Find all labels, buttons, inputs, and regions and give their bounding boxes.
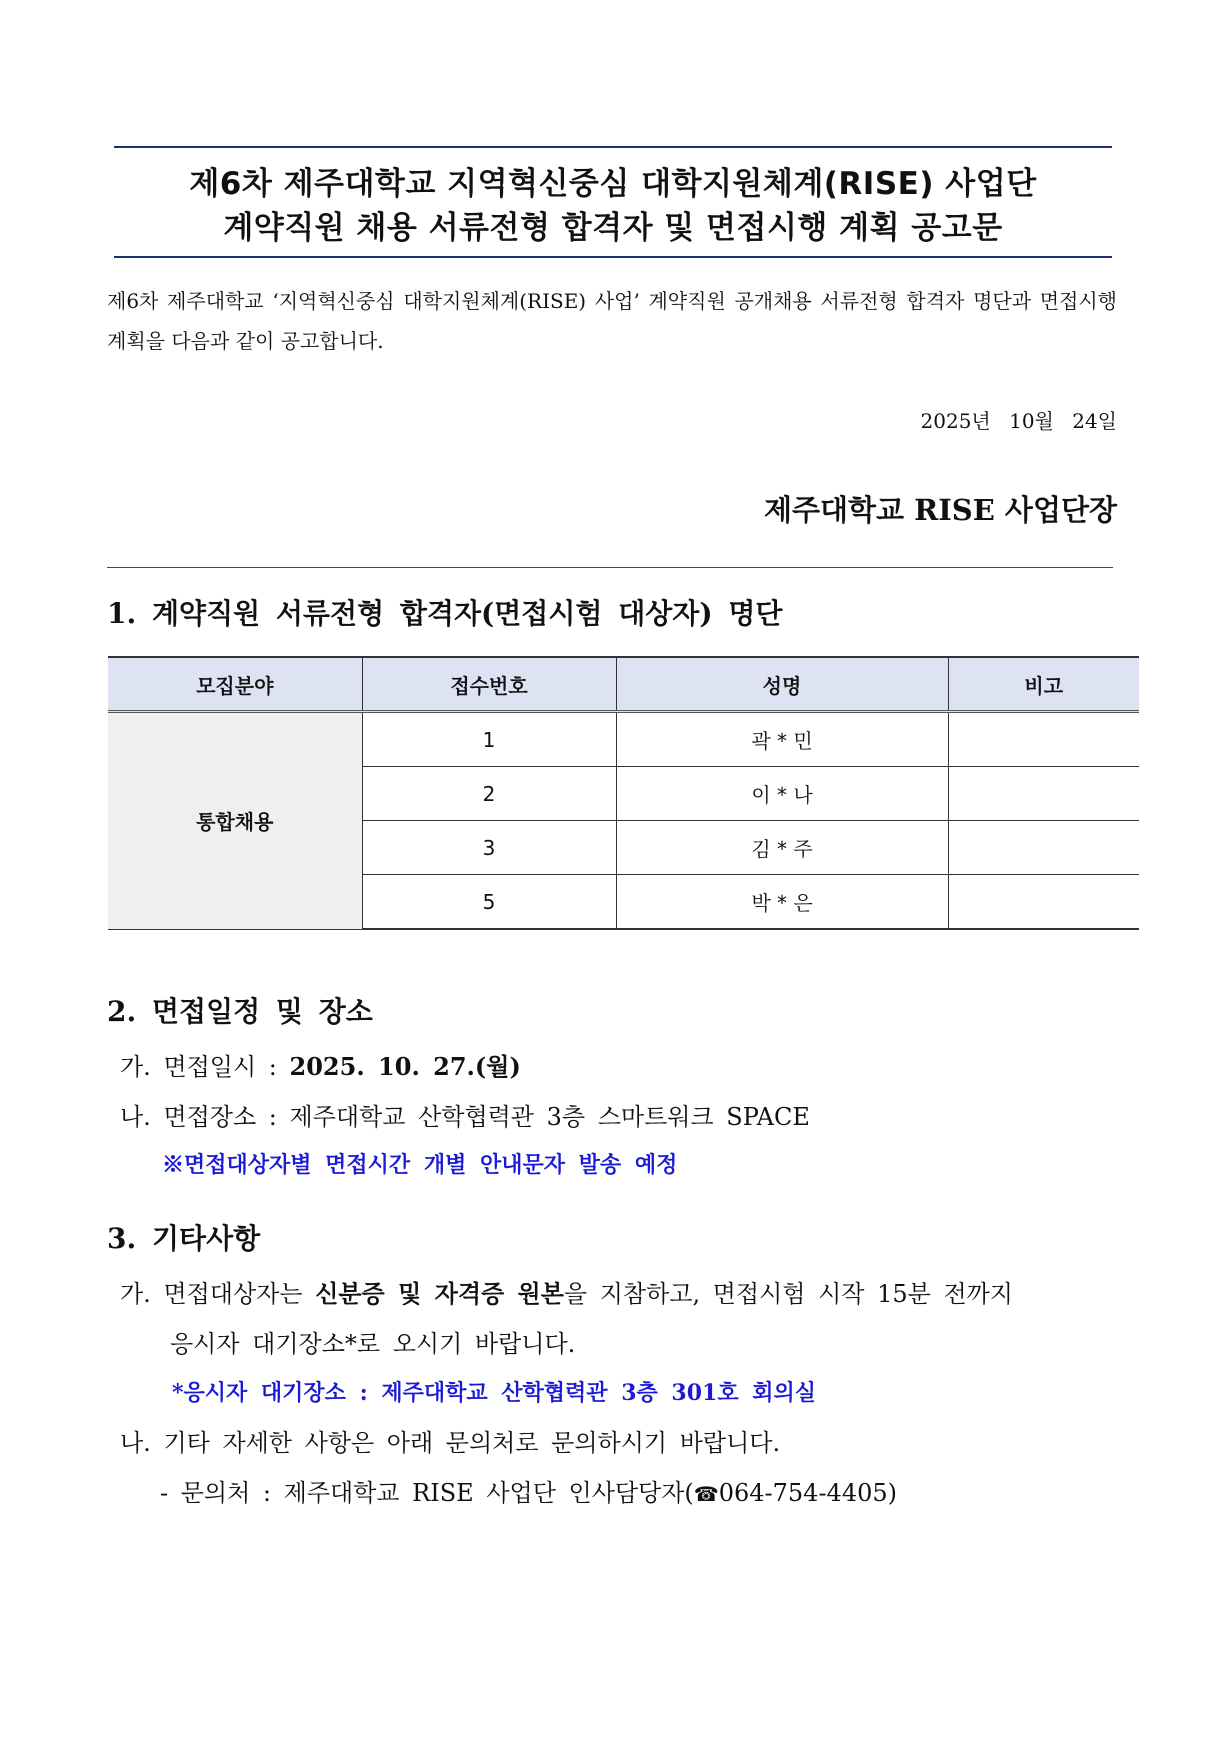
section-2-heading: 2. 면접일정 및 장소: [107, 995, 373, 1028]
name-cell: 김 * 주: [616, 821, 948, 875]
interview-date-line: [120, 1047, 521, 1082]
etc-item-ga-bold: 신분증 및 자격증 원본: [315, 1279, 564, 1308]
remarks-cell: [948, 821, 1139, 875]
remarks-cell: [948, 712, 1139, 767]
table-row: [108, 712, 1139, 767]
remarks-cell: [948, 767, 1139, 821]
phone-icon: ☎: [693, 1482, 719, 1506]
header-name: 성명: [616, 657, 948, 712]
title-line-1: 제6차 제주대학교 지역혁신중심 대학지원체계(RISE) 사업단: [189, 166, 1037, 202]
title-top-rule: [114, 146, 1112, 148]
interview-date-label: 가. 면접일시 :: [120, 1053, 290, 1081]
etc-item-na-line: 나. 기타 자세한 사항은 아래 문의처로 문의하시기 바랍니다.: [120, 1429, 781, 1457]
waiting-room-note: *응시자 대기장소 : 제주대학교 산학협력관 3층 301호 회의실: [172, 1380, 817, 1406]
interview-date-value: 2025. 10. 27.(월): [289, 1052, 521, 1081]
passer-table: [108, 656, 1139, 930]
interview-time-notice: ※면접대상자별 면접시간 개별 안내문자 발송 예정: [162, 1152, 678, 1178]
name-cell: 곽 * 민: [616, 712, 948, 767]
name-cell: 이 * 나: [616, 767, 948, 821]
notice-date: 2025년 10월 24일: [920, 409, 1117, 433]
etc-item-ga-line1: [120, 1274, 1013, 1309]
receipt-no-cell: 2: [362, 767, 616, 821]
title-line-2: 계약직원 채용 서류전형 합격자 및 면접시행 계획 공고문: [223, 210, 1003, 246]
table-header-row: [108, 657, 1139, 712]
remarks-cell: [948, 875, 1139, 930]
contact-line: [160, 1473, 897, 1508]
signer: 제주대학교 RISE 사업단장: [763, 493, 1117, 527]
title-bottom-rule: [114, 256, 1112, 258]
recruit-field-cell: 통합채용: [108, 712, 362, 930]
contact-phone: 064-754-4405): [718, 1479, 897, 1507]
etc-item-ga-line2: 응시자 대기장소*로 오시기 바랍니다.: [170, 1330, 576, 1358]
section-3-heading: 3. 기타사항: [107, 1222, 261, 1255]
etc-item-ga-suffix: 을 지참하고, 면접시험 시작 15분 전까지: [563, 1280, 1013, 1308]
separator-rule: [107, 567, 1113, 568]
interview-place-line: 나. 면접장소 : 제주대학교 산학협력관 3층 스마트워크 SPACE: [120, 1103, 810, 1131]
receipt-no-cell: 1: [362, 712, 616, 767]
header-receipt-no: 접수번호: [362, 657, 616, 712]
header-remarks: 비고: [948, 657, 1139, 712]
header-field: 모집분야: [108, 657, 362, 712]
receipt-no-cell: 5: [362, 875, 616, 930]
receipt-no-cell: 3: [362, 821, 616, 875]
intro-paragraph: 제6차 제주대학교 ‘지역혁신중심 대학지원체계(RISE) 사업’ 계약직원 공개채용 서류전형 합격자 명단과 면접시행 계획을 다음과 같이 공고합니다.: [107, 289, 1117, 353]
name-cell: 박 * 은: [616, 875, 948, 930]
section-1-heading: 1. 계약직원 서류전형 합격자(면접시험 대상자) 명단: [107, 597, 783, 630]
contact-label: - 문의처 : 제주대학교 RISE 사업단 인사담당자(: [160, 1479, 694, 1507]
etc-item-ga-prefix: 가. 면접대상자는: [120, 1280, 316, 1308]
